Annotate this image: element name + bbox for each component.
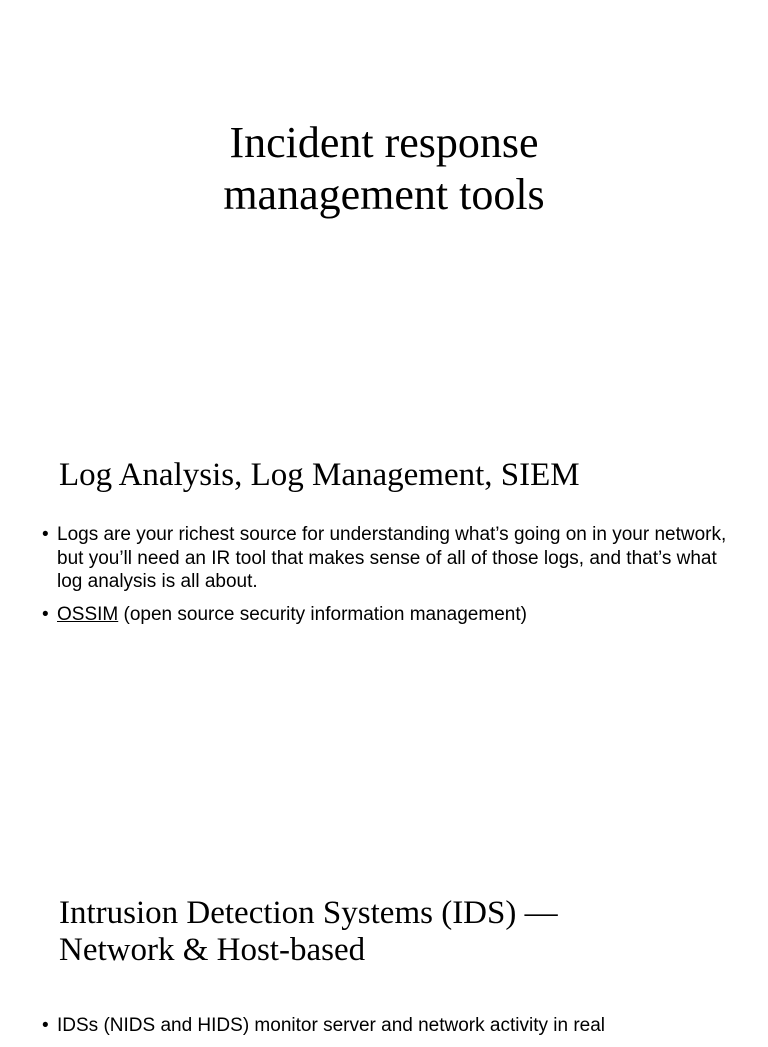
presentation-title — [0, 117, 768, 221]
ids-heading — [59, 895, 558, 969]
list-item — [42, 1014, 732, 1038]
bullet-text: (open source security information management) — [118, 603, 527, 625]
bullet-text: IDSs (NIDS and HIDS) monitor server and network activity in real — [57, 1015, 606, 1036]
ids-heading-line-2: Network & Host-based — [59, 932, 366, 968]
bullet-dot: • — [42, 1015, 49, 1036]
log-analysis-bullet-list — [42, 523, 732, 635]
ids-heading-line-1: Intrusion Detection Systems (IDS) — — [59, 895, 558, 931]
bullet-dot: • — [42, 603, 49, 625]
ossim-link[interactable]: OSSIM — [57, 603, 119, 625]
bullet-text: Logs are your richest source for understanding what’s going on in your network, but you’ll need an IR tool that makes sense of all of those logs, and that’s what log analysis is all about. — [57, 524, 727, 592]
ids-bullet-list — [42, 1014, 732, 1047]
list-item — [42, 523, 732, 594]
bullet-dot: • — [42, 524, 49, 545]
log-analysis-heading: Log Analysis, Log Management, SIEM — [59, 457, 580, 493]
title-line-1: Incident response — [229, 118, 539, 167]
list-item — [42, 603, 732, 627]
title-line-2: management tools — [223, 170, 545, 219]
